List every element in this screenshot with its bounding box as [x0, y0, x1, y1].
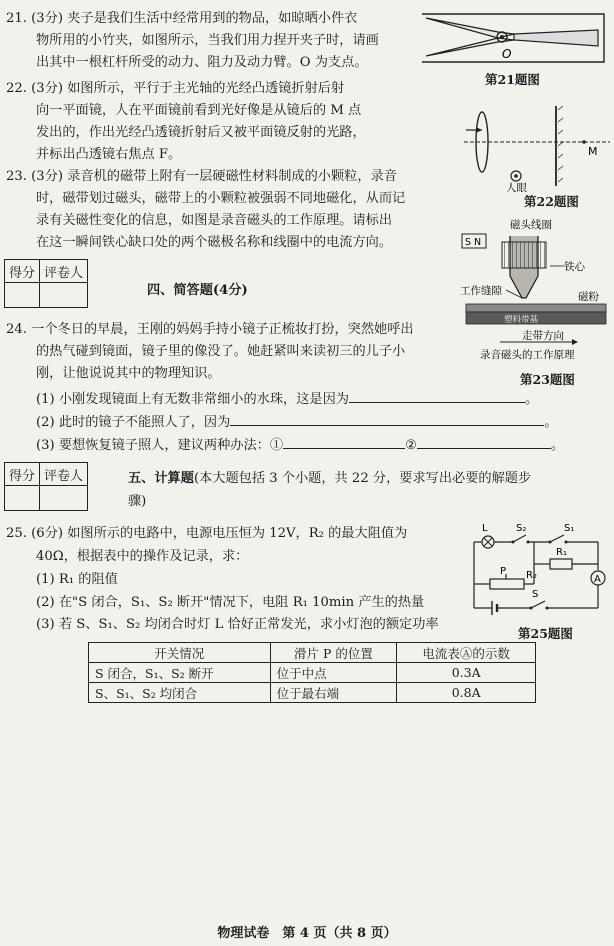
magnetic-powder-layer — [466, 304, 606, 312]
q24-sub3-text: (3) 要想恢复镜子照人，建议两种办法：① — [36, 438, 284, 453]
r1-label: R₁ — [556, 547, 567, 558]
q24-sub2 — [36, 411, 558, 432]
r2-label: R₂ — [526, 570, 537, 581]
page-footer: 物理试卷 第 4 页（共 8 页） — [217, 926, 397, 941]
q24-sub2-text: (2) 此时的镜子不能照人了，因为 — [36, 415, 231, 430]
section5-title: 五、计算题 — [128, 471, 194, 486]
table-header-row — [89, 643, 536, 663]
table-row — [89, 663, 536, 683]
q25-line-2: 40Ω，根据表中的操作及记录，求： — [36, 549, 249, 564]
ammeter-label: A — [594, 574, 601, 585]
clip-arm-lower — [426, 38, 514, 56]
q24-sub2-period: 。 — [544, 415, 558, 430]
grader-cell[interactable] — [40, 486, 88, 511]
score-label: 得分 — [5, 260, 40, 283]
q24-sub1-text: (1) 小刚发现镜面上有无数非常细小的水珠，这是因为 — [36, 392, 349, 407]
coil-label: 磁头线圈 — [510, 219, 552, 231]
q23-line-4: 在这一瞬间铁心缺口处的两个磁极名称和线圈中的电流方向。 — [36, 235, 393, 250]
score-cell[interactable] — [5, 283, 40, 308]
gap-label: 工作缝隙 — [460, 285, 502, 297]
head-caption-small: 录音磁头的工作原理 — [480, 349, 575, 361]
sn-label: S N — [465, 237, 482, 248]
score-label: 得分 — [5, 463, 40, 486]
q22-line-3: 发出的，作出光经凸透镜折射后又被平面镜反射的光路， — [36, 125, 366, 140]
q24-sub1-period: 。 — [525, 392, 539, 407]
table-cell: 0.8A — [397, 683, 536, 703]
q24-answer-3a[interactable] — [283, 434, 405, 449]
q22-line-1: 22. (3分) 如图所示，平行于主光轴的光经凸透镜折射后射 — [6, 81, 345, 96]
section5-desc-2: 骤) — [128, 494, 147, 509]
figure-23-caption: 第23题图 — [520, 372, 575, 387]
clip-jaw — [514, 30, 598, 46]
tape-label: 塑料带基 — [504, 315, 539, 325]
table-row — [89, 683, 536, 703]
eye-label: 人眼 — [506, 182, 527, 192]
lamp-label: L — [482, 523, 488, 534]
s1-label: S₁ — [564, 523, 575, 534]
q23-line-2: 时，磁带划过磁头，磁带上的小颗粒被强弱不同地磁化，从而记 — [36, 191, 406, 206]
q23-line-1: 23. (3分) 录音机的磁带上附有一层硬磁性材料制成的小颗粒，录音 — [6, 169, 397, 184]
switch-s2 — [513, 535, 526, 542]
switch-s — [531, 601, 545, 608]
table-cell: 0.3A — [397, 663, 536, 683]
table-header: 开关情况 — [89, 643, 271, 663]
s2-label: S₂ — [516, 523, 527, 534]
q23-line-3: 录有关磁性变化的信息，如图是录音磁头的工作原理。请标出 — [36, 213, 393, 228]
figure-21-clip — [418, 8, 608, 68]
q24-answer-2[interactable] — [230, 411, 544, 426]
pivot-point — [500, 35, 504, 39]
q24-line-2: 的热气碰到镜面，镜子里的像没了。她赶紧叫来读初三的儿子小 — [36, 344, 406, 359]
q25-table — [88, 642, 536, 703]
figure-22-optics — [462, 100, 612, 192]
slider-p-label: P — [500, 566, 507, 577]
score-cell[interactable] — [5, 486, 40, 511]
q22-line-2: 向一平面镜，人在平面镜前看到光好像是从镜后的 M 点 — [36, 103, 362, 118]
q24-sub3-mark2: ② — [405, 438, 417, 453]
table-cell: 位于最右端 — [270, 683, 397, 703]
figure-23-record-head — [460, 214, 612, 374]
table-cell: S 闭合，S₁、S₂ 断开 — [89, 663, 271, 683]
figure-22-caption: 第22题图 — [524, 194, 579, 209]
point-m — [582, 140, 586, 144]
q24-line-3: 刚，让他说说其中的物理知识。 — [36, 366, 221, 381]
pivot-label: O — [502, 47, 512, 61]
q24-sub3-period: 。 — [550, 438, 565, 453]
q24-answer-3b[interactable] — [417, 434, 551, 449]
q24-answer-1[interactable] — [349, 388, 525, 403]
table-cell: S、S₁、S₂ 均闭合 — [89, 683, 271, 703]
grader-cell[interactable] — [40, 283, 88, 308]
figure-21-caption: 第21题图 — [485, 72, 540, 87]
section5-desc-1: (本大题包括 3 个小题，共 22 分，要求写出必要的解题步 — [193, 471, 532, 486]
figure-25-caption: 第25题图 — [518, 626, 573, 641]
section5-heading — [128, 469, 531, 488]
q21-line-3: 出其中一根杠杆所受的动力、阻力及动力臂。O 为支点。 — [36, 55, 368, 70]
score-box-section5 — [4, 462, 88, 511]
section4-title: 四、简答题(4分) — [147, 283, 248, 298]
switch-s1 — [550, 535, 564, 542]
grader-label: 评卷人 — [40, 463, 88, 486]
q25-line-5: (3) 若 S、S₁、S₂ 均闭合时灯 L 恰好正常发光，求小灯泡的额定功率 — [36, 617, 439, 632]
coil-winding — [502, 242, 546, 268]
figure-25-circuit — [468, 522, 610, 624]
powder-label: 磁粉 — [578, 291, 599, 303]
q25-line-3: (1) R₁ 的阻值 — [36, 572, 118, 587]
q21-line-2: 物所用的小竹夹，如图所示，当我们用力捏开夹子时，请画 — [36, 33, 379, 48]
q25-line-4: (2) 在"S 闭合，S₁、S₂ 断开"情况下，电阻 R₁ 10min 产生的热量 — [36, 595, 425, 610]
score-box-section4 — [4, 259, 88, 308]
core-label: 铁心 — [564, 261, 585, 273]
direction-label: 走带方向 — [522, 330, 564, 342]
table-cell: 位于中点 — [270, 663, 397, 683]
resistor-r1 — [550, 559, 572, 569]
ray-arrow — [476, 127, 482, 133]
q25-line-1: 25. (6分) 如图所示的电路中，电源电压恒为 12V，R₂ 的最大阻值为 — [6, 526, 408, 541]
q24-sub3 — [36, 434, 564, 455]
grader-label: 评卷人 — [40, 260, 88, 283]
table-header: 电流表Ⓐ的示数 — [397, 643, 536, 663]
rheostat-r2 — [490, 579, 524, 589]
s-label: S — [532, 589, 539, 600]
table-header: 滑片 P 的位置 — [270, 643, 397, 663]
point-m-label: M — [588, 145, 598, 158]
q22-line-4: 并标出凸透镜右焦点 F。 — [36, 147, 182, 162]
q24-sub1 — [36, 388, 538, 409]
q24-line-1: 24. 一个冬日的早晨，王刚的妈妈手持小镜子正梳妆打扮，突然她呼出 — [6, 322, 414, 337]
clip-arm-upper — [426, 18, 514, 38]
q21-line-1: 21. (3分) 夹子是我们生活中经常用到的物品，如晾晒小件衣 — [6, 11, 358, 26]
